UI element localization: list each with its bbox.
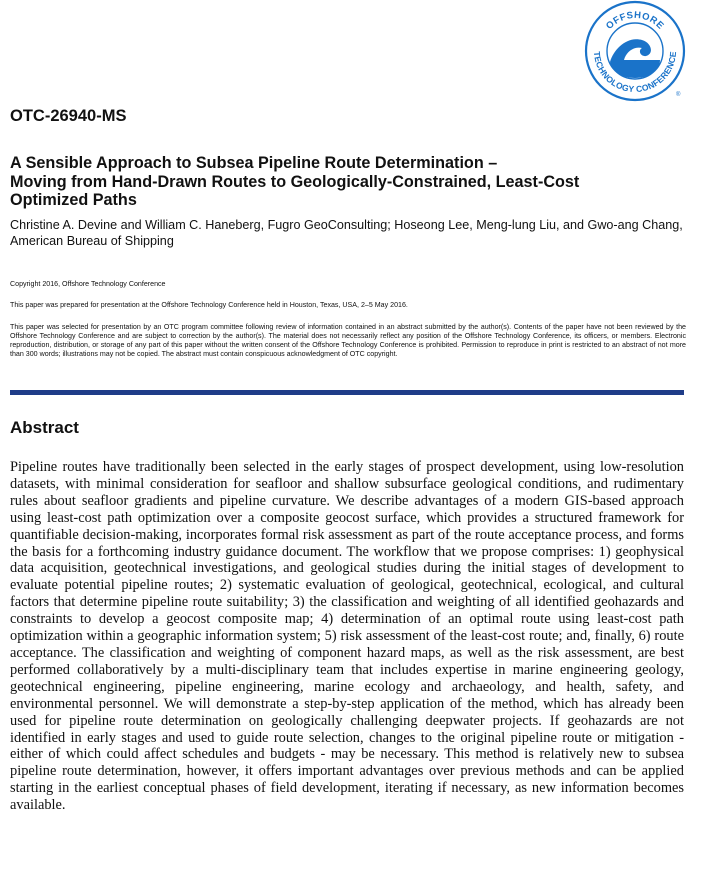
title-line-2: Moving from Hand-Drawn Routes to Geologically-Constrained, Least-Cost [10,172,580,191]
paper-id: OTC-26940-MS [10,107,127,125]
selection-note: This paper was selected for presentation by an OTC program committee following review of information contained in an abstract submitted by the author(s). Contents of the paper have not been reviewed by the Offshore Technology Conference and are subject to correction by the author(s). The material does not necessarily reflect any position of the Offshore Technology Conference, its officers, or members. Electronic reproduction, distribution, or storage of any part of this paper without the written consent of the Offshore Technology Conference is prohibited. Permission to reproduce in print is restricted to an abstract of not more than 300 words; illustrations may not be copied. The abstract must contain conspicuous acknowledgment of OTC copyright. [10,323,686,358]
paper-title [10,154,690,210]
title-line-3: Optimized Paths [10,191,137,209]
registered-mark: ® [676,92,681,98]
logo-bottom-text: TECHNOLOGY CONFERENCE [591,50,679,95]
offshore-technology-conference-seal [584,0,686,102]
title-line-1: A Sensible Approach to Subsea Pipeline Route Determination – [10,154,498,172]
presentation-note: This paper was prepared for presentation at the Offshore Technology Conference held in Houston, Texas, USA, 2–5 May 2016. [10,301,408,309]
otc-logo [584,0,686,102]
copyright-notice: Copyright 2016, Offshore Technology Conference [10,280,166,288]
abstract-text: Pipeline routes have traditionally been selected in the early stages of prospect development, using low-resolution datasets, with minimal consideration for seafloor and shallow subsurface geological conditions, and rudimentary rules about seafloor gradients and pipeline curvature. We describe advantages of a modern GIS-based approach using least-cost path optimization over a composite geocost surface, which provides a structured framework for quantifiable decision-making, incorporates formal risk assessment as part of the route acceptance process, and forms the basis for a forthcoming industry guidance document. The workflow that we propose comprises: 1) geophysical data acquisition, geotechnical investigations, and geological studies during the initial stages of development to evaluate potential pipeline routes; 2) systematic evaluation of geological, geotechnical, ecological, and cultural factors that determine pipeline route suitability; 3) the classification and weighting of all identified geohazards and constraints to develop a geocost composite map; 4) determination of an optimal route using least-cost path optimization within a geographic information system; 5) risk assessment of the least-cost route; and, finally, 6) route acceptance. The classification and weighting of component hazard maps, as well as the risk assessment, are best performed collaboratively by a multi-disciplinary team that includes expertise in marine engineering geology, geotechnical engineering, pipeline engineering, marine ecology and archaeology, and health, safety, and environmental personnel. We will demonstrate a step-by-step application of the method, which has already been used for pipeline route determination on geologically challenging deepwater projects. If geohazards are not identified in early stages and used to guide route selection, changes to the original pipeline route or mitigation - either of which could affect schedules and budgets - may be necessary. This method is relatively new to subsea pipeline route determination, however, it offers important advantages over previous methods and can be applied starting in the earliest conceptual phases of field development, iterating if necessary, as new information becomes available. [10,459,684,814]
section-divider [10,390,684,395]
abstract-heading: Abstract [10,418,79,437]
author-list: Christine A. Devine and William C. Haneberg, Fugro GeoConsulting; Hoseong Lee, Meng-lung Liu, and Gwo-ang Chang, American Bureau of Shipping [10,218,683,248]
logo-top-text: OFFSHORE [604,9,667,32]
